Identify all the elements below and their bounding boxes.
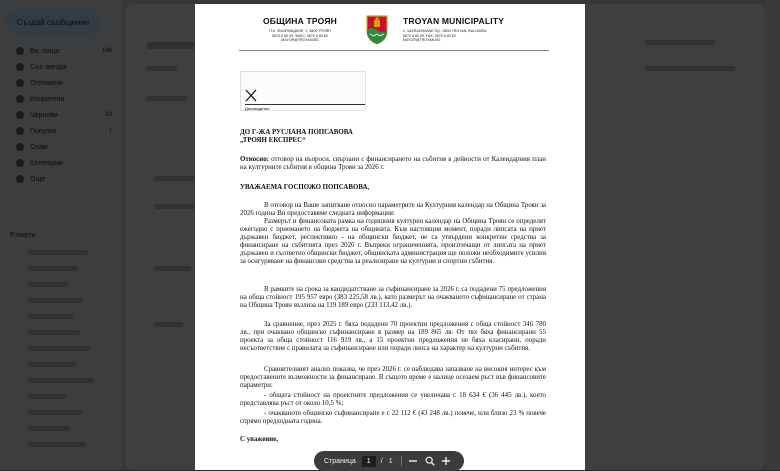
subject-paragraph xyxy=(240,156,546,172)
signature-box xyxy=(240,71,366,111)
page-total: 1 xyxy=(388,457,393,465)
bullet-1: - общата стойност на проектните предложения се увеличава с 18 634 € (36 445 лв.), което представлява ръст от около 10,5 %; xyxy=(240,392,546,407)
closing: С уважение, xyxy=(240,436,278,443)
pdf-page xyxy=(195,4,585,470)
toolbar-divider xyxy=(401,456,402,466)
phones-bg: 0670 6 80 09, ФАКС: 0670 6 80 60 xyxy=(272,33,328,38)
email-en: MAYOR@TROYAN.BG xyxy=(403,38,441,43)
email-bg: MAYOR@TROYAN.BG xyxy=(281,38,319,43)
page-number-input[interactable] xyxy=(362,456,376,467)
address-en: 1, VAZRAZHDANE SQ., 5600 TROYAN, BULGARIA xyxy=(403,29,487,33)
signature-label: Деловодител xyxy=(245,106,270,111)
subject-text: отговор на въпроси, свързани с финансирането на събития в дейности от Календарния план на културните събития в община Троян за 2026 г. xyxy=(240,156,546,171)
municipality-name-en: TROYAN MUNICIPALITY xyxy=(403,16,505,26)
signature-x-mark-icon xyxy=(245,89,257,102)
municipality-name-bg: ОБЩИНА ТРОЯН xyxy=(262,16,338,26)
plus-icon xyxy=(441,456,451,466)
page-separator: / xyxy=(380,457,383,465)
zoom-reset-button[interactable] xyxy=(425,455,435,468)
paragraph-5: Сравнителният анализ показва, че през 2026 г. се наблюдава запазване на високия интерес към предоставените възможности за финансиране. В същото време е налице осезаем ръст във финансовите параметри: xyxy=(240,366,546,389)
recipient-line-1: ДО Г-ЖА РУСЛАНА ПОПСАВОВА xyxy=(240,129,353,136)
signature-line xyxy=(245,104,365,105)
paragraph-4: За сравнение, през 2025 г. бяха подадени 70 проектни предложения с обща стойност 346 780 лв., при очаквано общинско съфинансиране в размер на 189 865 лв. От тях бяха финансирани 55 проекта за обща стойност 116 919 лв., а 15 проектни предложения не бяха класирани, поради несъответствие с правилата за съфинансиране или поради липса на характер на културни събития. xyxy=(240,321,546,352)
subject-label: Относно: xyxy=(240,156,269,163)
zoom-out-button[interactable] xyxy=(408,455,418,468)
bullet-2: - очакваното общинско съфинансиране е с 22 112 € (43 248 лв.) повече, или близо 23 % повече спрямо предходната година. xyxy=(240,410,546,425)
magnifier-icon xyxy=(425,456,435,466)
paragraph-1: В отговор на Ваше запитване относно параметрите на Културния календар на Община Троян за 2026 година Ви предоставяме следната информация: xyxy=(240,202,546,217)
paragraph-2: Размерът и финансовата рамка на годишния културен календар на Община Троян се определят ежегодно с приемането на бюджета на общината. Към настоящия момент, поради липсата на приет държавен бюджет, респективно - на общински бюджет, не са утвърдени конкретни средства за финансиране на събитията през 2026 г. Въпреки ограниченията, произтичащи от липсата на приет държавен и съответно общински бюджет, общинската администрация ще положи необходимите усилия за осигуряване на финансови средства за реализиране на културни и спортни събития. xyxy=(240,218,546,265)
address-bg: П.К. "ВЪЗРАЖДАНЕ" 1, 5600 ТРОЯН xyxy=(269,29,331,33)
paragraph-3: В рамките на срока за кандидатстване за съфинансиране за 2026 г. са подадени 75 предложения на обща стойност 195 957 евро (383 225,58 лв.), като размерът на очакваното съфинансиране от страна на Община Троян възлиза на 119 189 евро (233 113,42 лв.). xyxy=(240,286,546,309)
troyan-coat-of-arms-icon xyxy=(364,13,390,45)
phones-en: 0670 6 80 09, FAX: 0670 6 80 60 xyxy=(403,33,456,38)
letterhead-right xyxy=(403,16,553,43)
pdf-toolbar xyxy=(314,451,464,471)
page-label: Страница xyxy=(324,457,356,465)
header-divider xyxy=(239,50,549,51)
zoom-in-button[interactable] xyxy=(441,455,451,468)
minus-icon xyxy=(408,456,418,466)
salutation: УВАЖАЕМА ГОСПОЖО ПОПСАВОВА, xyxy=(240,184,370,191)
letterhead-left xyxy=(237,16,363,43)
recipient-line-2: „ТРОЯН ЕКСПРЕС“ xyxy=(240,137,306,144)
